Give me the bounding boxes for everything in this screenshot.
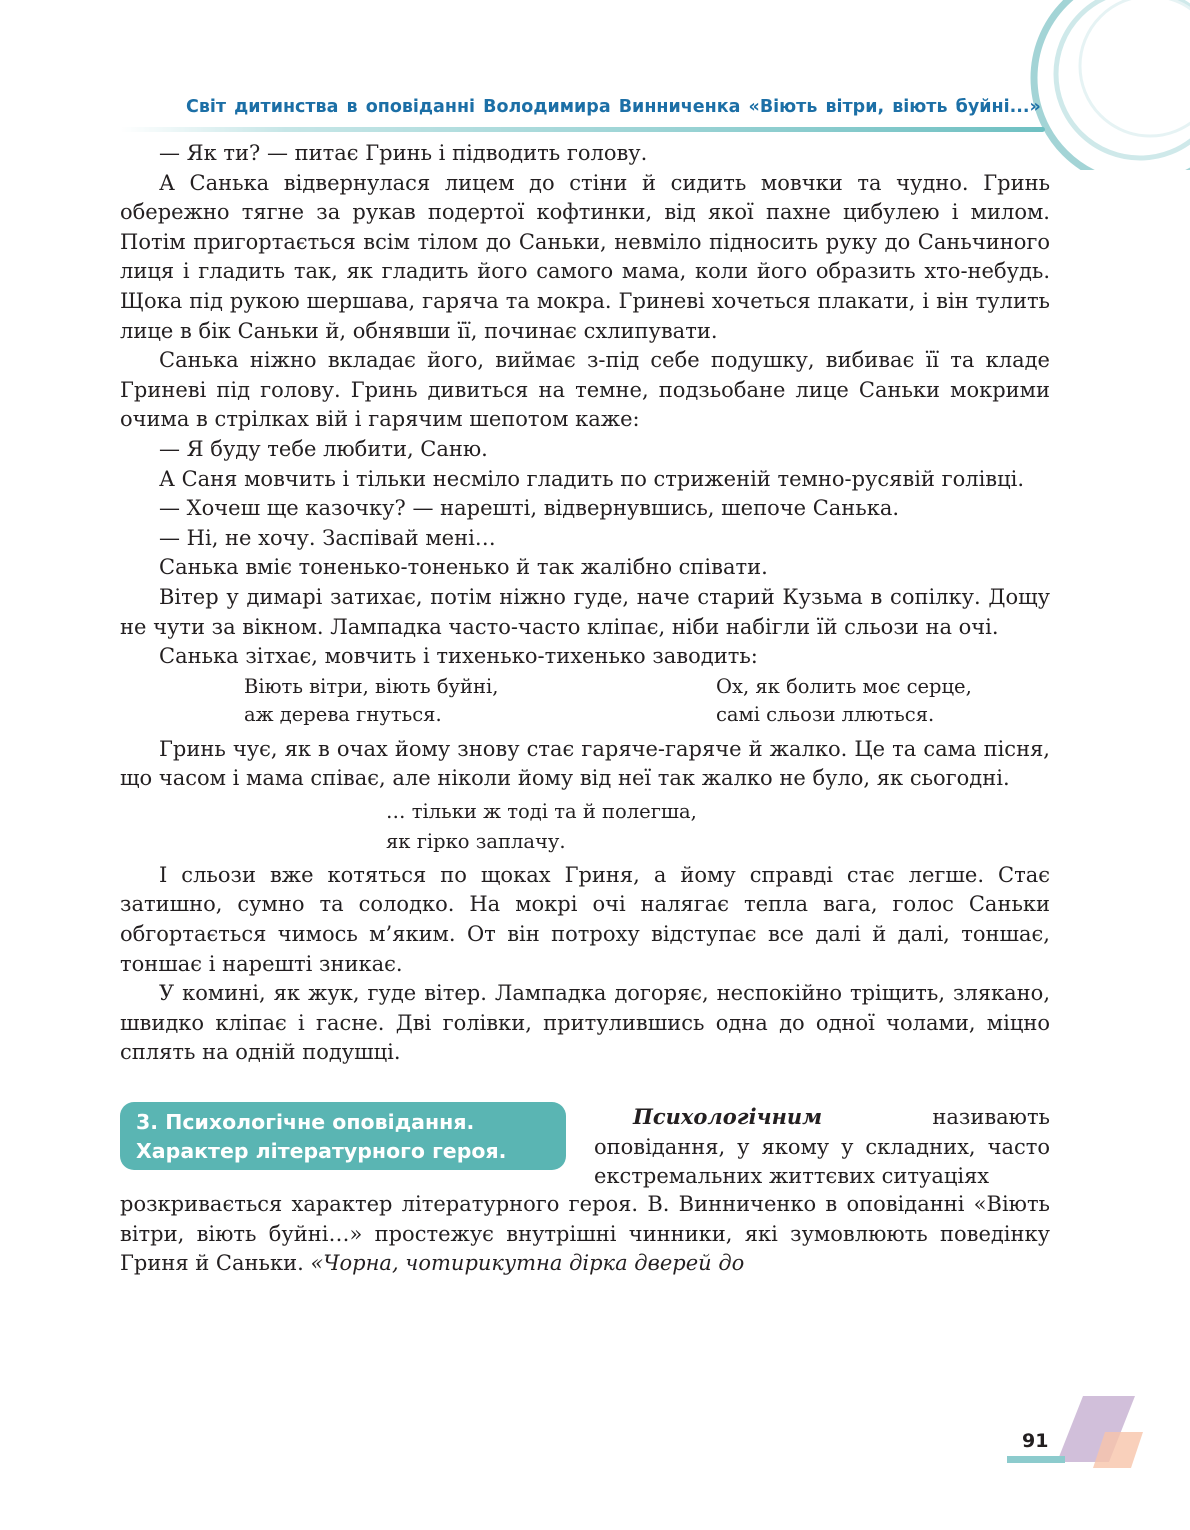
defined-term: Психологічним [633, 1104, 823, 1130]
story-paragraph: Санька зітхає, мовчить і тихенько-тихенько заводить: [159, 644, 758, 669]
section-heading-line: 3. Психологічне оповідання. [136, 1110, 475, 1135]
story-paragraph: Гринь чує, як в очах йому знову стає гаряче-гаряче й жалко. Це та сама пісня, що часом і мама співає, але ніколи йому від неї так жалко не було, як сьогодні. [120, 736, 1050, 791]
story-paragraph: — Ні, не хочу. Заспівай мені… [159, 525, 496, 550]
section-heading [120, 1102, 566, 1170]
verse-line: Ох, як болить моє серце, [716, 674, 972, 698]
story-paragraph: Санька ніжно вкладає його, виймає з-під себе подушку, вибиває її та кладе Гриневі під голову. Гринь дивиться на темне, подзьобане лице Саньки мокрими очима в стрілках вій і гарячим шепотом каже: [120, 348, 1050, 432]
quotation: «Чорна, чотирикутна дірка дверей до [310, 1251, 745, 1276]
page-number: 91 [1022, 1430, 1049, 1452]
section-paragraph [120, 1190, 1050, 1279]
song-verse-fragment [120, 797, 1050, 857]
song-verse [120, 673, 1050, 729]
page-body [120, 139, 1050, 1279]
story-paragraph: — Я буду тебе любити, Саню. [159, 436, 488, 461]
verse-line: … тільки ж тоді та й полегша, [386, 799, 697, 823]
story-paragraph: — Як ти? — питає Гринь і підводить голову. [159, 141, 648, 165]
story-paragraph: У комині, як жук, гуде вітер. Лампадка догоряє, неспокійно тріщить, злякано, швидко кліпає і гасне. Дві голівки, притулившись одна до одної чолами, міцно сплять на одній подушці. [120, 981, 1050, 1065]
section-intro [120, 1102, 1050, 1190]
story-paragraph: А Саня мовчить і тільки несміло гладить по стриженій темно-русявій голівці. [159, 466, 1025, 491]
verse-line: самі сльози ллються. [716, 702, 935, 726]
verse-line: як гірко заплачу. [386, 829, 566, 853]
story-paragraph: А Санька відвернулася лицем до стіни й сидить мовчки та чудно. Гринь обережно тягне за рукав подертої кофтинки, від якої пахне цибулею і милом. Потім пригортається всім тілом до Саньки, невміло підносить руку до Саньчиного лиця і гладить так, як гладить його самого мама, коли його образить хто-небудь. Щока під рукою шершава, гаряча та мокра. Гриневі хочеться плакати, і він тулить лице в бік Саньки й, обнявши її, починає схлипувати. [120, 170, 1050, 343]
definition-text: називають оповідання, у якому у складних, часто екстремальних життєвих ситуаціях [594, 1105, 1050, 1189]
definition-paragraph [594, 1102, 1050, 1192]
header-rule [120, 127, 1045, 132]
story-paragraph: І сльози вже котяться по щоках Гриня, а йому справді стає легше. Стає затишно, сумно та солодко. На мокрі очі налягає тепла вага, голос Саньки обгортається чимось м’яким. От він потроху відступає все далі й далі, тоншає, тоншає і нарешті зникає. [120, 862, 1050, 976]
story-paragraph: — Хочеш ще казочку? — нарешті, відвернувшись, шепоче Санька. [159, 496, 900, 521]
section-heading-line: Характер літературного героя. [136, 1139, 507, 1164]
running-title: Світ дитинства в оповіданні Володимира Винниченка «Віють вітри, віють буйні...» [186, 97, 1041, 117]
story-paragraph: Санька вміє тоненько-тоненько й так жалібно співати. [159, 555, 768, 580]
story-paragraph: Вітер у димарі затихає, потім ніжно гуде, наче старий Кузьма в сопілку. Дощу не чути за вікном. Лампадка часто-часто кліпає, ніби набігли їй сльози на очі. [120, 584, 1050, 639]
verse-line: аж дерева гнуться. [244, 702, 442, 726]
section-text: розкривається характер літературного героя. В. Винниченко в оповіданні «Віють вітри, віють буйні…» простежує внутрішні чинники, які зумовлюють поведінку Гриня й Саньки. [120, 1192, 1050, 1276]
verse-line: Віють вітри, віють буйні, [244, 674, 499, 698]
